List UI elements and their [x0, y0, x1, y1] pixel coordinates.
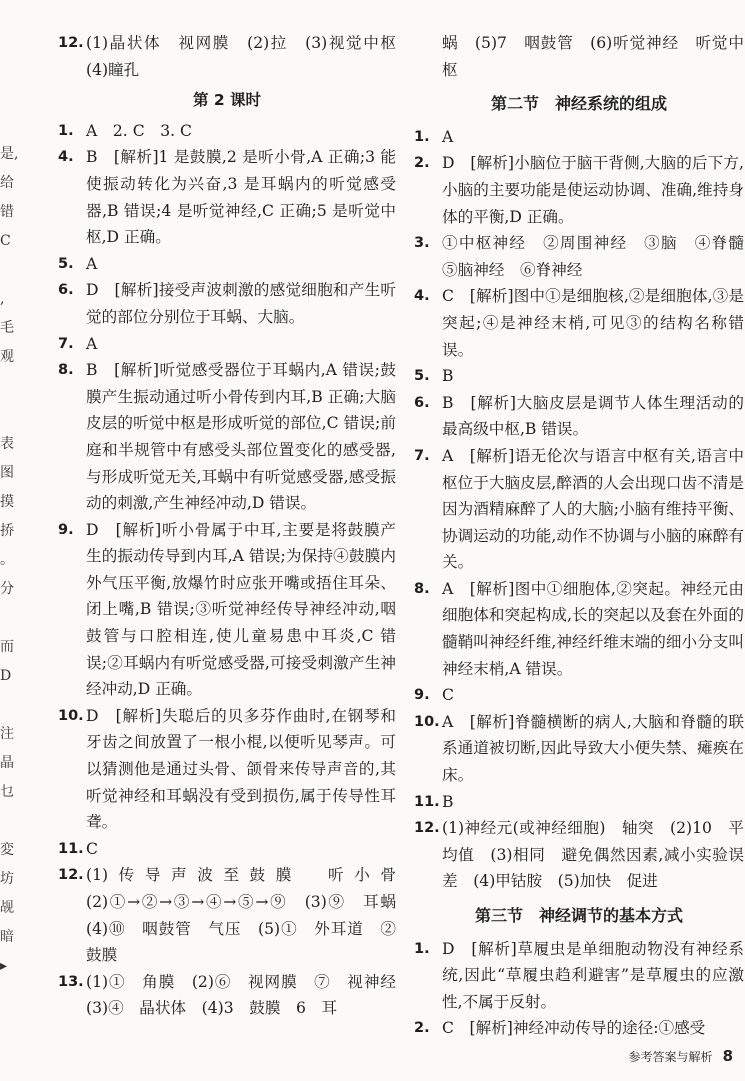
answer-text: D [解析]听小骨属于中耳,主要是将鼓膜产生的振动传导到内耳,A 错误;为保持④鼓膜内外气压平衡,放爆竹时应张开嘴或捂住耳朵、闭上嘴,B 错误;③听觉神经传导神经冲动,咽鼓管与口腔相连,使儿童易患中耳炎,C 错误;②耳蜗内有听觉感受器,可接受刺激产生神经冲动,D 正确。	[86, 520, 396, 699]
spine-char: 晶	[0, 755, 14, 771]
answer-item	[58, 331, 396, 358]
answer-text: B [解析]听觉感受器位于耳蜗内,A 错误;鼓膜产生振动通过听小骨传到内耳,B 正确;大脑皮层的听觉中枢是形成听觉的部位,C 错误;前庭和半规管中有感受头部位置变化的感受器,与形成听觉无关,耳蜗中有听觉感受器,感受振动的刺激,产生神经冲动,D 错误。	[86, 361, 396, 513]
right-column	[414, 30, 744, 1042]
answer-text: ①中枢神经 ②周围神经 ③脑 ④脊髓 ⑤脑神经 ⑥脊神经	[442, 234, 744, 279]
question-number: 4.	[414, 288, 430, 305]
question-number: 4.	[58, 149, 74, 166]
section-heading: 第三节 神经调节的基本方式	[474, 906, 683, 925]
question-number: 8.	[58, 362, 74, 379]
question-number: 2.	[414, 155, 430, 172]
answer-item	[58, 969, 412, 1022]
question-number: 2.	[414, 1020, 430, 1037]
spine-char	[0, 401, 14, 430]
left-column	[58, 30, 412, 1022]
question-number: 13.	[58, 973, 84, 990]
question-number: 7.	[414, 447, 430, 464]
answer-text: (1)传导声波至鼓膜 听小骨 (2)①→②→③→④→⑤→⑨ (3)⑨ 耳蜗 (4)⑩ 咽鼓管 气压 (5)① 外耳道 ② 鼓膜	[86, 866, 412, 965]
spine-char: 给	[0, 175, 14, 191]
spine-char: 注	[0, 726, 14, 742]
spine-char	[0, 372, 14, 401]
question-number: 6.	[58, 282, 74, 299]
answer-continuation	[414, 30, 744, 83]
answer-item	[414, 230, 744, 283]
spine-char: 乜	[0, 784, 14, 800]
answer-text: (1)晶状体 视网膜 (2)拉 (3)视觉中枢 (4)瞳孔	[86, 34, 412, 79]
spine-fragments	[0, 140, 19, 981]
question-number: 12.	[414, 820, 440, 837]
answer-text: C	[86, 839, 98, 858]
section-heading: 第 2 课时	[192, 91, 262, 110]
question-number: 5.	[58, 255, 74, 272]
answer-item	[58, 836, 396, 863]
section-heading: 第二节 神经系统的组成	[490, 94, 667, 114]
answer-item	[414, 1015, 744, 1042]
question-number: 11.	[58, 840, 84, 857]
question-number: 10.	[414, 713, 440, 730]
answer-item	[58, 118, 396, 145]
spine-char: ,	[0, 291, 5, 307]
spine-char: 图	[0, 465, 14, 481]
answer-text: A [解析]图中①细胞体,②突起。神经元由细胞体和突起构成,长的突起以及套在外面的髓鞘叫神经纤维,神经纤维末端的细小分支叫神经末梢,A 错误。	[442, 579, 744, 678]
answer-item	[58, 277, 396, 330]
answer-item	[58, 357, 396, 517]
question-number: 1.	[414, 940, 430, 957]
answer-text: C [解析]神经冲动传导的途径:①感受	[442, 1019, 706, 1038]
spine-char: 摸	[0, 494, 14, 510]
spine-char: 分	[0, 581, 14, 597]
answer-text: C	[442, 686, 454, 705]
spine-char: 而	[0, 639, 14, 655]
page-number: 8	[722, 1047, 733, 1065]
answer-item	[414, 443, 744, 576]
spine-char: 表	[0, 436, 14, 452]
spine-char: 毛	[0, 320, 14, 336]
spine-char: 错	[0, 204, 14, 220]
answer-item	[58, 517, 396, 703]
answer-text: B [解析]1 是鼓膜,2 是听小骨,A 正确;3 能使振动转化为兴奋,3 是耳蜗内的听觉感受器,B 错误;4 是听觉神经,C 正确;5 是听觉中枢,D 正确。	[86, 148, 396, 247]
spine-char: C	[0, 233, 11, 249]
answer-text: A	[442, 127, 454, 146]
answer-text: A [解析]语无伦次与语言中枢有关,语言中枢位于大脑皮层,醉酒的人会出现口齿不清是因为酒精麻醉了人的大脑;小脑有维持平衡、协调运动的功能,动作不协调与小脑的麻醉有关。	[442, 446, 744, 572]
answer-item	[414, 789, 744, 816]
answer-item	[414, 576, 744, 682]
spine-char: 。	[0, 552, 14, 568]
question-number: 12.	[58, 35, 84, 51]
spine-char: 挢	[0, 523, 14, 539]
question-number: 3.	[414, 235, 430, 252]
answer-text: 蜗 (5)7 咽鼓管 (6)听觉神经 听觉中枢	[442, 34, 744, 79]
question-number: 9.	[58, 521, 74, 538]
question-number: 10.	[58, 707, 84, 724]
question-number: 11.	[414, 793, 440, 810]
spine-char: 暗	[0, 929, 14, 945]
question-number: 1.	[58, 122, 74, 139]
question-number: 1.	[414, 128, 430, 145]
answer-text: (1)① 角膜 (2)⑥ 视网膜 ⑦ 视神经 (3)④ 晶状体 (4)3 鼓膜 6 耳	[86, 972, 412, 1018]
spine-char	[0, 691, 14, 720]
answer-item	[58, 144, 396, 250]
spine-char: 変	[0, 842, 14, 858]
spine-char: 是,	[0, 146, 19, 162]
spine-char	[0, 256, 14, 285]
page-footer	[629, 1047, 733, 1065]
spine-char: 观	[0, 349, 14, 365]
answer-item	[414, 390, 744, 443]
answer-item	[414, 363, 744, 390]
spine-char: 觇	[0, 900, 14, 916]
spine-char	[0, 604, 14, 633]
answer-item	[414, 936, 744, 1016]
answer-item	[58, 703, 396, 836]
question-number: 8.	[414, 580, 430, 597]
answer-text: (1)神经元(或神经细胞) 轴突 (2)10 平均值 (3)相同 避免偶然因素,减小实验误差 (4)甲钴胺 (5)加快 促进	[442, 819, 744, 891]
answer-text: A	[86, 254, 98, 273]
footer-label: 参考答案与解析	[628, 1050, 713, 1064]
answer-text: D [解析]接受声波刺激的感觉细胞和产生听觉的部位分别位于耳蜗、大脑。	[86, 281, 396, 326]
answer-item	[414, 124, 744, 151]
answer-item	[58, 30, 412, 83]
question-number: 7.	[58, 335, 74, 352]
question-number: 12.	[58, 867, 84, 884]
spine-char	[0, 807, 14, 836]
answer-text: A 2. C 3. C	[86, 121, 192, 140]
spine-char: ▸	[0, 958, 8, 974]
answer-item	[414, 815, 744, 895]
answer-item	[414, 283, 744, 363]
question-number: 9.	[414, 687, 430, 704]
answer-item	[414, 682, 744, 709]
answer-text: A	[86, 334, 98, 353]
answer-text: B	[442, 367, 454, 386]
answer-text: D [解析]草履虫是单细胞动物没有神经系统,因此“草履虫趋利避害”是草履虫的应激性,不属于反射。	[442, 939, 744, 1011]
answer-text: A [解析]脊髓横断的病人,大脑和脊髓的联系通道被切断,因此导致大小便失禁、瘫痪在床。	[442, 712, 744, 785]
answer-text: B [解析]大脑皮层是调节人体生理活动的最高级中枢,B 错误。	[442, 393, 744, 439]
answer-text: B	[442, 792, 454, 811]
answer-item	[414, 709, 744, 789]
answer-item	[58, 251, 396, 278]
spine-char: 坊	[0, 871, 14, 887]
answer-text: D [解析]小脑位于脑干背侧,大脑的后下方,小脑的主要功能是使运动协调、准确,维持身体的平衡,D 正确。	[442, 154, 744, 226]
question-number: 5.	[414, 368, 430, 385]
spine-char: D	[0, 668, 12, 684]
answer-item	[414, 150, 744, 230]
question-number: 6.	[414, 394, 430, 411]
answer-text: D [解析]失聪后的贝多芬作曲时,在钢琴和牙齿之间放置了一根小棍,以便听见琴声。可以猜测他是通过头骨、颌骨来传导声音的,其听觉神经和耳蜗没有受到损伤,属于传导性耳聋。	[86, 706, 396, 832]
answer-item	[58, 862, 412, 968]
answer-text: C [解析]图中①是细胞核,②是细胞体,③是突起;④是神经末梢,可见③的结构名称错误。	[442, 287, 744, 359]
